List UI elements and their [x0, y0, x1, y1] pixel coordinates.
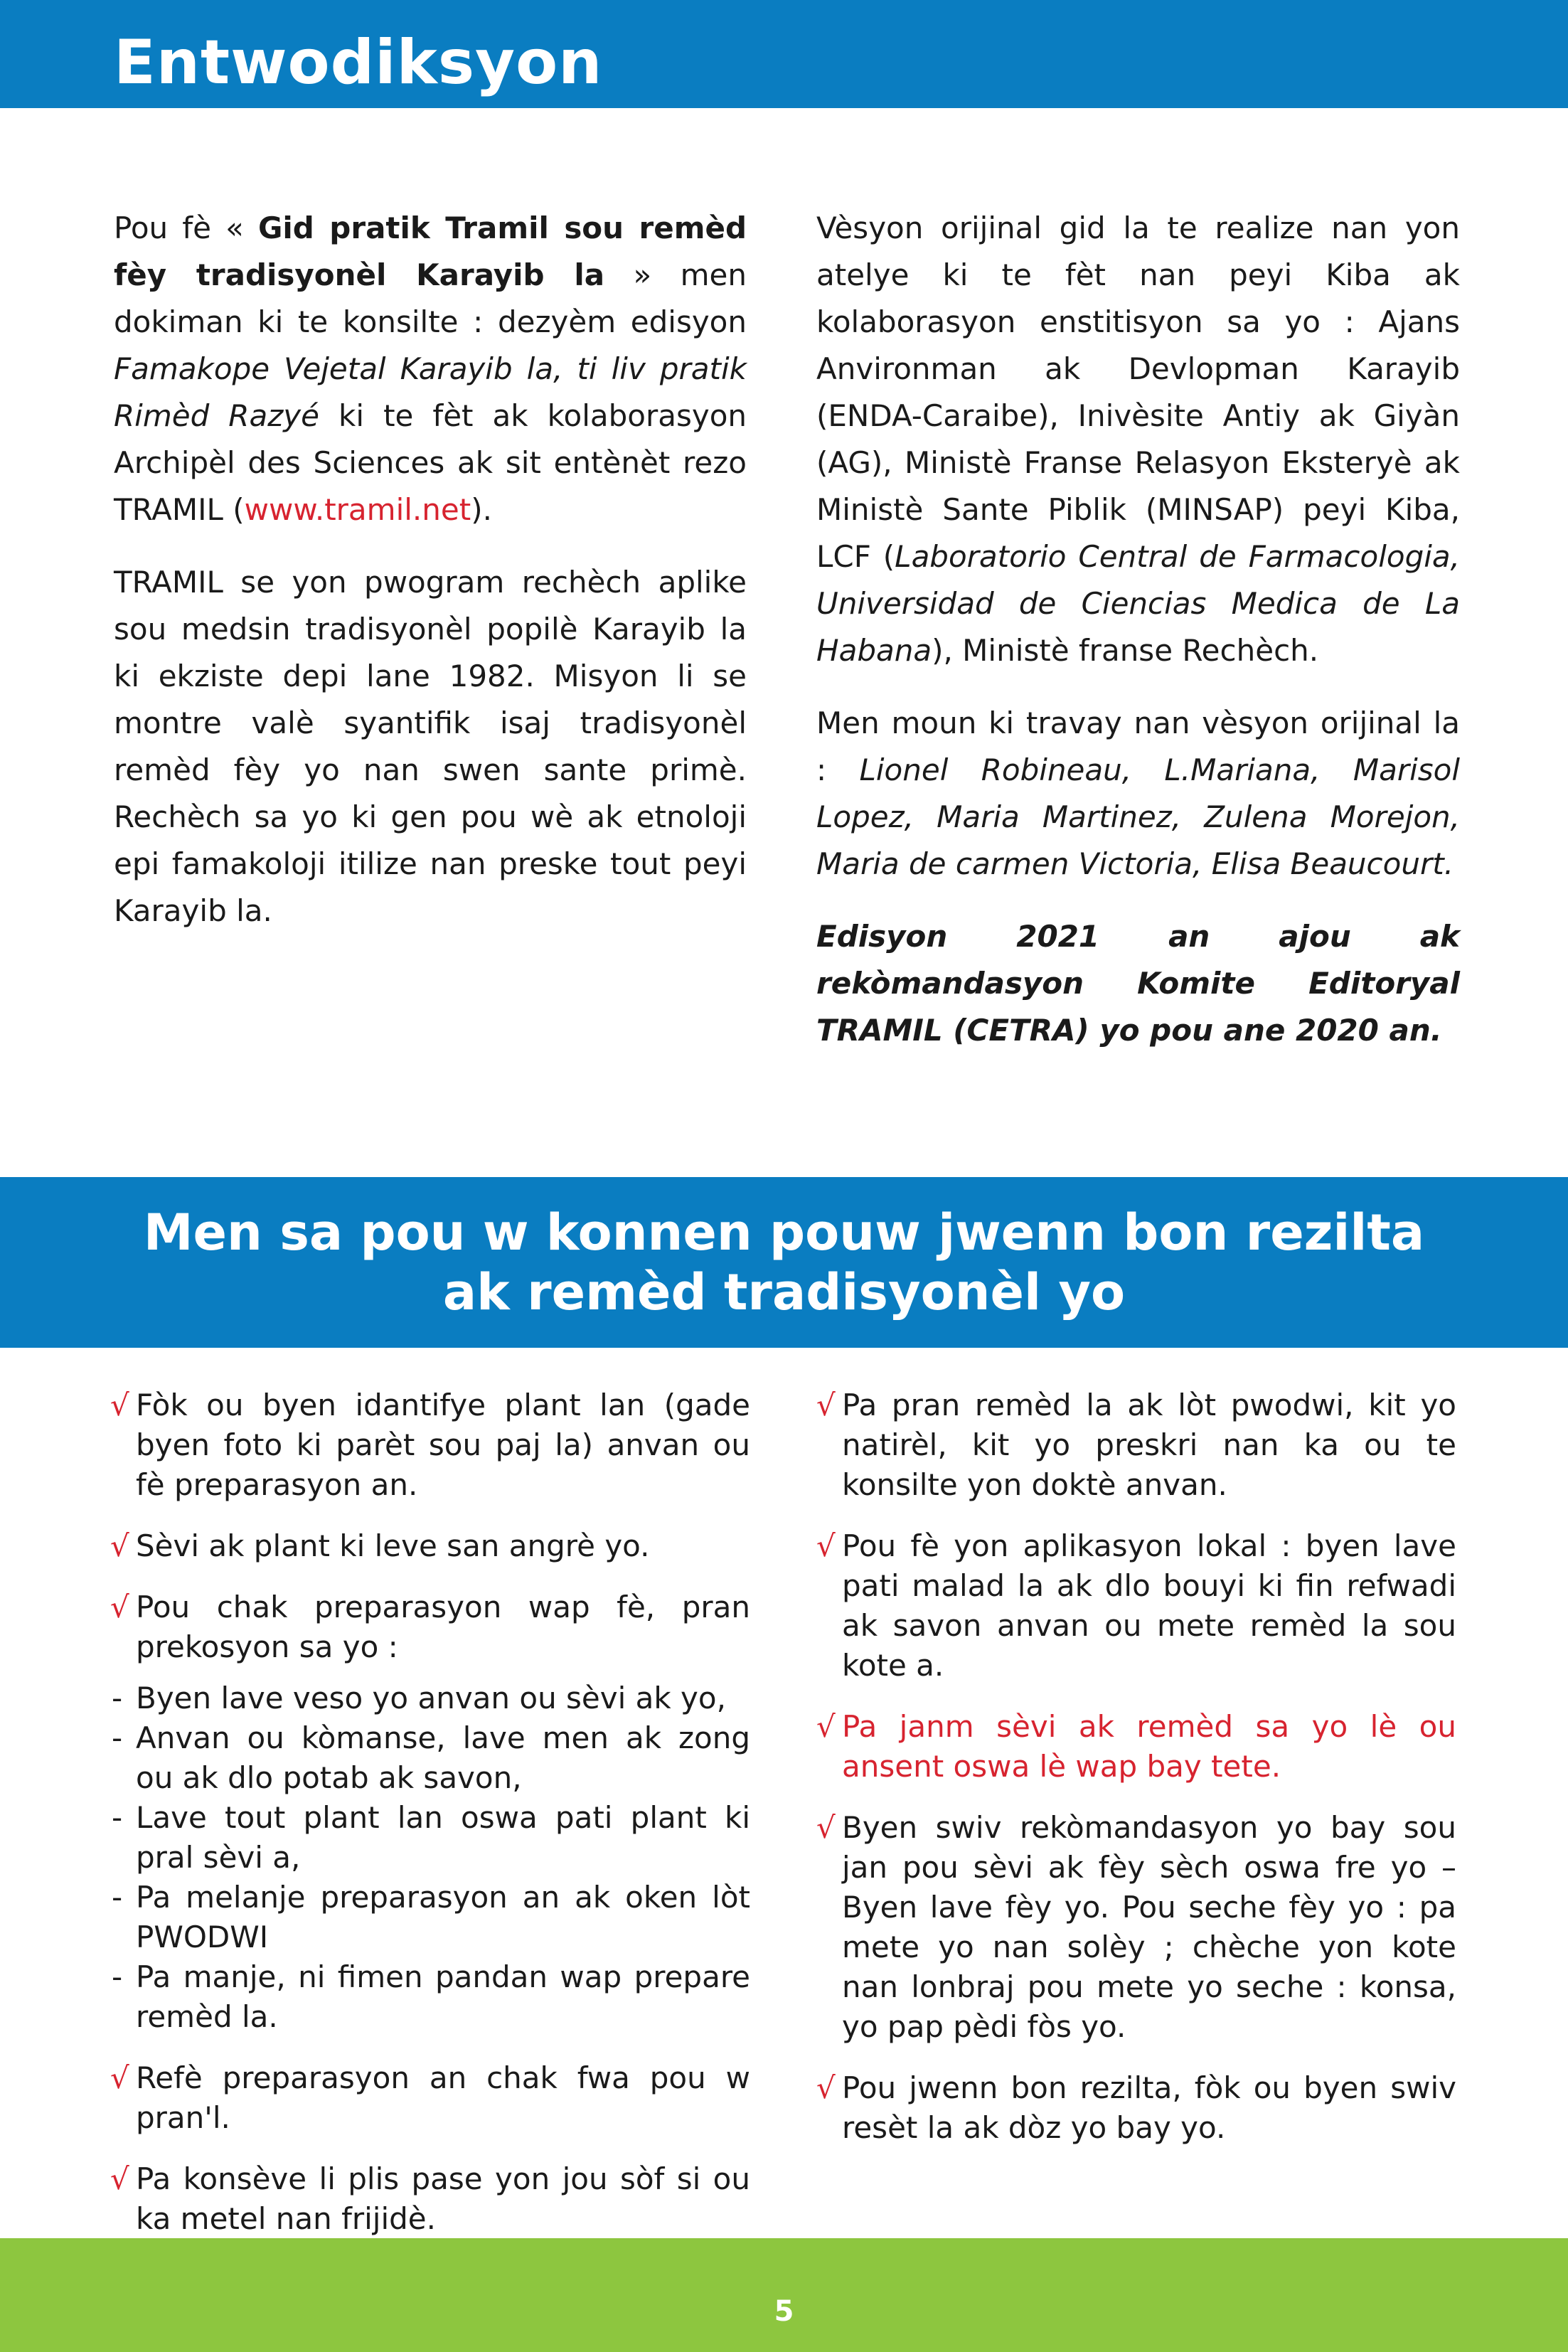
- tip-text: Pa pran remèd la ak lòt pwodwi, kit yo natirèl, kit yo preskri nan ka ou te konsilte yon doktè anvan.: [842, 1388, 1456, 1502]
- tip-item: [110, 1587, 750, 1667]
- dash-bullet: -: [112, 1880, 123, 1915]
- intro-title: Entwodiksyon: [114, 27, 603, 98]
- checkmark-icon: √: [110, 1590, 129, 1624]
- tip-item: [110, 1385, 750, 1505]
- tip-text-warning: Pa janm sèvi ak remèd sa yo lè ou ansent oswa lè wap bay tete.: [842, 1709, 1456, 1784]
- checkmark-icon: √: [816, 1388, 836, 1422]
- page-number: 5: [774, 2295, 794, 2328]
- list-item: [110, 1798, 750, 1878]
- tip-text: Pou fè yon aplikasyon lokal : byen lave pati malad la ak dlo bouyi ki fin refwadi ak savon anvan ou mete remèd la sou kote a.: [842, 1528, 1456, 1683]
- tips-left-column: [110, 1385, 750, 2260]
- list-item-text: Pa melanje preparasyon an ak oken lòt PWODWI: [136, 1880, 750, 1954]
- text-run: » men dokiman ki te konsilte : dezyèm edisyon: [114, 257, 747, 339]
- tip-text: Pa konsève li plis pase yon jou sòf si ou ka metel nan frijidè.: [136, 2161, 750, 2236]
- intro-header-band: [0, 0, 1568, 108]
- intro-right-column: [816, 205, 1460, 1080]
- text-run: ki te fèt ak kolaborasyon Archipèl des Sciences ak sit entènèt rezo TRAMIL (: [114, 398, 747, 527]
- intro-paragraph-original-version: [816, 205, 1460, 674]
- precautions-list: [110, 1678, 750, 2037]
- list-item-text: Byen lave veso yo anvan ou sèvi ak yo,: [136, 1681, 726, 1715]
- lcf-name: Laboratorio Central de Farmacologia, Universidad de Ciencias Medica de La Habana: [816, 539, 1460, 668]
- tip-item: [110, 2159, 750, 2239]
- checkmark-icon: √: [110, 2161, 129, 2196]
- text-run: Vèsyon orijinal gid la te realize nan yon atelye ki te fèt nan peyi Kiba ak kolaborasyon enstitisyon sa yo : Ajans Anvironman ak Devlopman Karayib (ENDA-Caraibe), Inivèsite Antiy ak Giyàn (AG), Ministè Franse Relasyon Eksteryè ak Ministè Sante Piblik (MINSAP) peyi Kiba, LCF (: [816, 211, 1460, 574]
- list-item: [110, 1678, 750, 1718]
- edition-note: Edisyon 2021 an ajou ak rekòmandasyon Komite Editoryal TRAMIL (CETRA) yo pou ane 2020 an.: [816, 919, 1460, 1048]
- tip-item: [110, 1526, 750, 1566]
- guide-title: Gid pratik Tramil sou remèd fèy tradisyonèl Karayib la: [114, 211, 747, 292]
- dash-bullet: -: [112, 1681, 123, 1715]
- tip-item: [816, 1808, 1456, 2047]
- contributor-names: Lionel Robineau, L.Mariana, Marisol Lopez, Maria Martinez, Zulena Morejon, Maria de carmen Victoria, Elisa Beaucourt.: [816, 752, 1460, 881]
- list-item: [110, 1957, 750, 2037]
- footer-band: [0, 2238, 1568, 2352]
- dash-bullet: -: [112, 1959, 123, 1994]
- book-titles: Famakope Vejetal Karayib la, ti liv pratik Rimèd Razyé: [114, 351, 747, 433]
- intro-paragraph-sources: [114, 205, 747, 533]
- list-item-text: Anvan ou kòmanse, lave men ak zong ou ak dlo potab ak savon,: [136, 1720, 750, 1795]
- checkmark-icon: √: [816, 1528, 836, 1563]
- tips-title-line-2: ak remèd tradisyonèl yo: [442, 1263, 1126, 1321]
- tip-text: Byen swiv rekòmandasyon yo bay sou jan pou sèvi ak fèy sèch oswa fre yo – Byen lave fèy yo. Pou seche fèy yo : pa mete yo nan solèy ; chèche yon kote nan lonbraj pou mete yo seche : konsa, yo pap pèdi fòs yo.: [842, 1810, 1456, 2044]
- tips-title: [0, 1177, 1568, 1322]
- dash-bullet: -: [112, 1800, 123, 1835]
- tips-title-line-1: Men sa pou w konnen pouw jwenn bon rezilta: [143, 1203, 1425, 1262]
- text-run: ), Ministè franse Rechèch.: [932, 633, 1319, 668]
- tip-text: Fòk ou byen idantifye plant lan (gade byen foto ki parèt sou paj la) anvan ou fè preparasyon an.: [136, 1388, 750, 1502]
- tip-text: Refè preparasyon an chak fwa pou w pran'l.: [136, 2060, 750, 2135]
- checkmark-icon: √: [110, 2060, 129, 2095]
- tips-header-band: [0, 1177, 1568, 1348]
- tip-text: Pou jwenn bon rezilta, fòk ou byen swiv resèt la ak dòz yo bay yo.: [842, 2070, 1456, 2145]
- tip-item-warning: [816, 1707, 1456, 1787]
- checkmark-icon: √: [816, 2070, 836, 2105]
- list-item-text: Lave tout plant lan oswa pati plant ki pral sèvi a,: [136, 1800, 750, 1875]
- text-run: ).: [471, 492, 492, 527]
- list-item: [110, 1718, 750, 1798]
- tip-item: [816, 2068, 1456, 2148]
- tip-item: [110, 2058, 750, 2138]
- tip-item: [816, 1526, 1456, 1686]
- list-item-text: Pa manje, ni fimen pandan wap prepare remèd la.: [136, 1959, 750, 2034]
- checkmark-icon: √: [110, 1388, 129, 1422]
- tips-right-column: [816, 1385, 1456, 2169]
- tramil-website-link[interactable]: www.tramil.net: [244, 492, 471, 527]
- intro-paragraph-contributors: [816, 700, 1460, 888]
- intro-left-column: [114, 205, 747, 960]
- tip-item: [816, 1385, 1456, 1505]
- checkmark-icon: √: [816, 1810, 836, 1845]
- checkmark-icon: √: [816, 1709, 836, 1744]
- checkmark-icon: √: [110, 1528, 129, 1563]
- tip-text: Pou chak preparasyon wap fè, pran prekosyon sa yo :: [136, 1590, 750, 1664]
- text-run: Men moun ki travay nan vèsyon orijinal la :: [816, 706, 1460, 787]
- tip-text: Sèvi ak plant ki leve san angrè yo.: [136, 1528, 650, 1563]
- intro-paragraph-tramil: TRAMIL se yon pwogram rechèch aplike sou medsin tradisyonèl popilè Karayib la ki ekziste depi lane 1982. Misyon li se montre valè syantifik isaj tradisyonèl remèd fèy yo nan swen sante primè. Rechèch sa yo ki gen pou wè ak etnoloji epi famakoloji itilize nan preske tout peyi Karayib la.: [114, 565, 747, 928]
- list-item: [110, 1878, 750, 1957]
- dash-bullet: -: [112, 1720, 123, 1755]
- text-run: Pou fè «: [114, 211, 258, 245]
